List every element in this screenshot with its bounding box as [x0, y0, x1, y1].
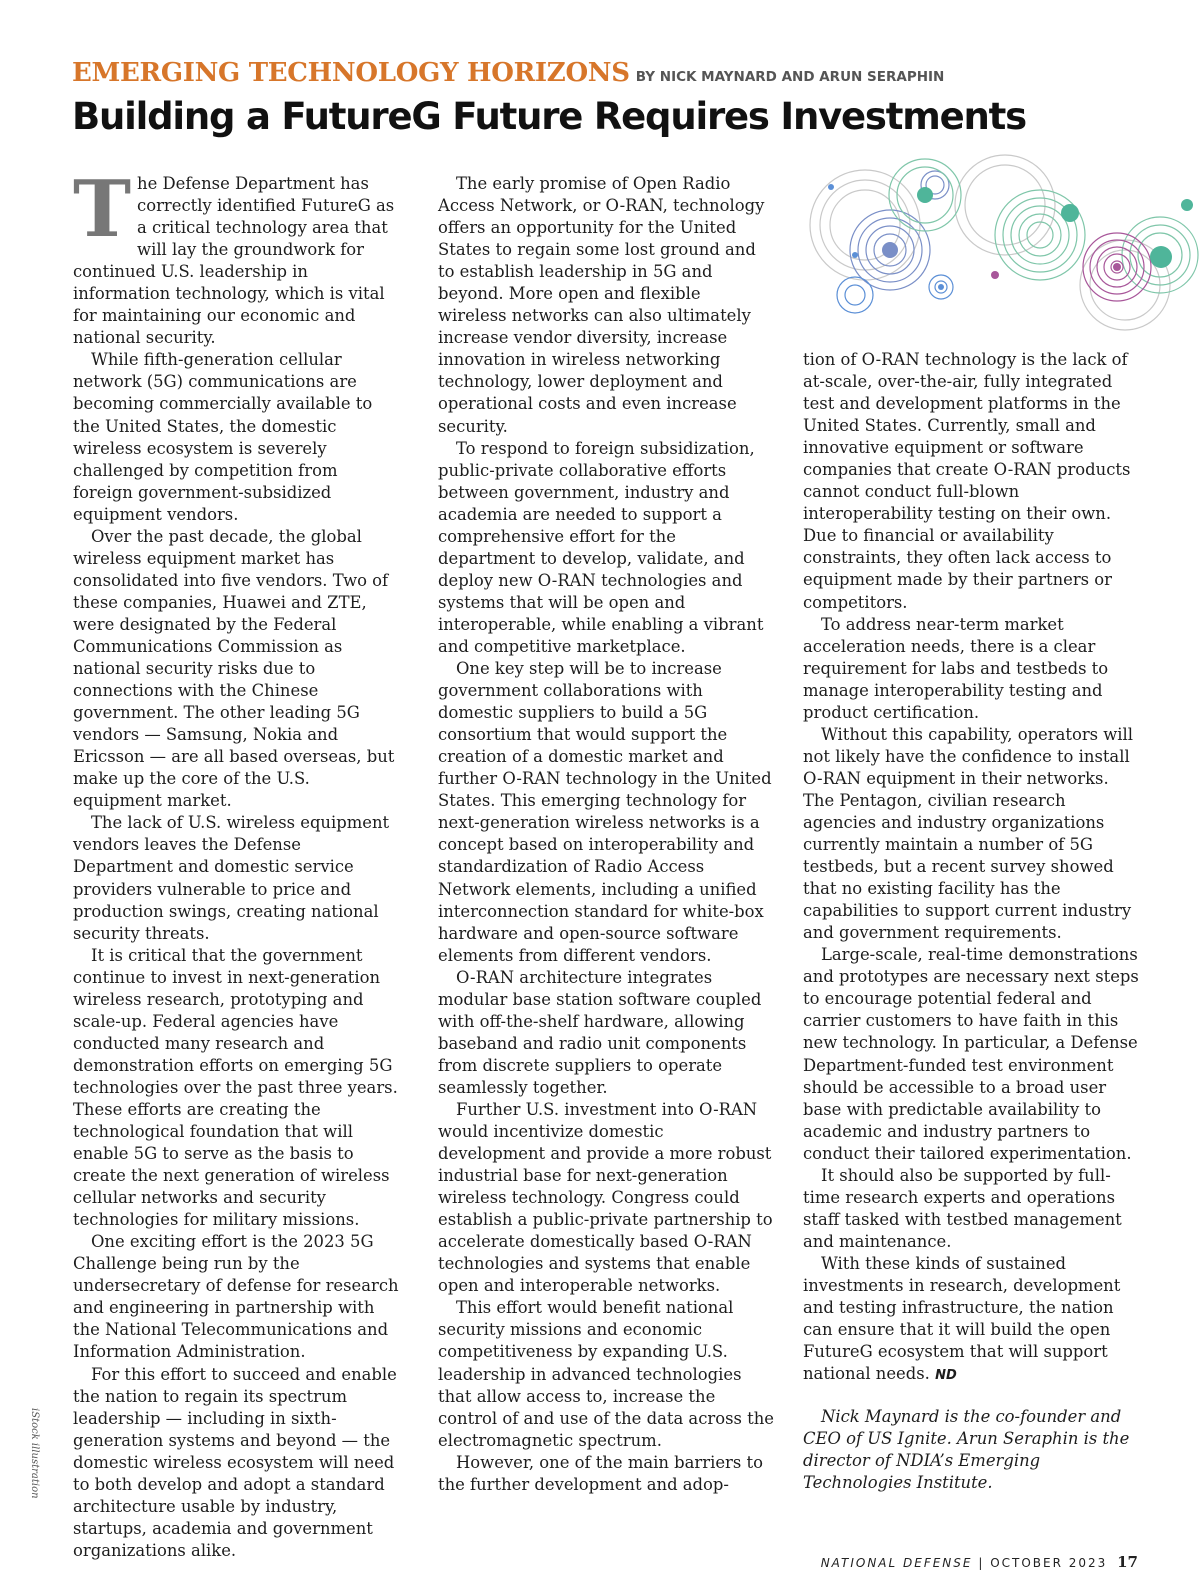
paragraph: tion of O-RAN technology is the lack of at-scale, over-the-air, fully integrated test and development platforms in the United States. Currently, small and innovative equipment or software companies that create O-RAN products cannot conduct full-blown interoperability testing on their own. Due to financial or availability constraints, they often lack access to equipment made by their partners or competitors. [803, 350, 1131, 612]
paragraph: One key step will be to increase government collaborations with domestic suppliers to build a 5G consortium that would support the creation of a domestic market and further O-RAN technology in the United States. This emerging technology for next-generation wireless networks is a concept based on interoperability and standardization of Radio Access Network elements, including a unified interconnection standard for white-box hardware and open-source software elements from different vendors. [438, 659, 772, 965]
headline: Building a FutureG Future Requires Investments [72, 95, 1026, 138]
article-column-1 [73, 164, 401, 1562]
article-column-2 [438, 173, 774, 1496]
network-circles-illustration [795, 145, 1200, 345]
bio-text: Nick Maynard is the co-founder and CEO of US Ignite. Arun Seraphin is the director of NDIA’s Emerging Technologies Institute. [803, 1407, 1130, 1493]
paragraph: Further U.S. investment into O-RAN would incentivize domestic development and provide a more robust industrial base for next-generation wireless technology. Congress could establish a public-private partnership to accelerate domestically based O-RAN technologies and systems that enable open and interoperable networks. [438, 1099, 773, 1296]
paragraph: Over the past decade, the global wireless equipment market has consolidated into five vendors. Two of these companies, Huawei and ZTE, were designated by the Federal Communications Commission as national security risks due to connections with the Chinese government. The other leading 5G vendors — Samsung, Nokia and Ericsson — are all based overseas, but make up the core of the U.S. equipment market. [73, 526, 395, 811]
paragraph: It should also be supported by full-time research experts and operations staff tasked with testbed management and maintenance. [803, 1165, 1122, 1251]
page-footer [821, 1553, 1138, 1571]
author-bio [803, 1406, 1141, 1494]
paragraph: For this effort to succeed and enable the nation to regain its spectrum leadership — including in sixth-generation systems and beyond — the domestic wireless ecosystem will need to both develop and adopt a standard architecture usable by industry, startups, academia and government organizations alike. [73, 1364, 397, 1560]
end-mark: ND [935, 1368, 957, 1384]
dropcap: T [73, 164, 132, 255]
issue-date: OCTOBER 2023 [990, 1556, 1108, 1570]
kicker-line [72, 58, 944, 88]
paragraph: However, one of the main barriers to the further development and adop- [438, 1452, 763, 1494]
paragraph: One exciting effort is the 2023 5G Challenge being run by the undersecretary of defense for research and engineering in partnership with the National Telecommunications and Information Administration. [73, 1232, 399, 1362]
paragraph: Large-scale, real-time demonstrations and prototypes are necessary next steps to encourage potential federal and carrier customers to have faith in this new technology. In particular, a Defense Department-funded test environment should be accessible to a broad user base with predictable availability to academic and industry partners to conduct their tailored experimentation. [803, 945, 1139, 1163]
paragraph: The early promise of Open Radio Access Network, or O-RAN, technology offers an opportunity for the United States to regain some lost ground and to establish leadership in 5G and beyond. More open and flexible wireless networks can also ultimately increase vendor diversity, increase innovation in wireless networking technology, lower deployment and operational costs and even increase security. [438, 174, 765, 436]
paragraph: The Defense Department has correctly identified FutureG as a critical technology area that will lay the groundwork for continued U.S. leadership in information technology, which is vital for maintaining our economic and national security. [73, 164, 395, 348]
illustration-credit: iStock illustration [29, 1408, 40, 1499]
paragraph: It is critical that the government continue to invest in next-generation wireless research, prototyping and scale-up. Federal agencies have conducted many research and demonstration efforts on emerging 5G technologies over the past three years. These efforts are creating the technological foundation that will enable 5G to serve as the basis to create the next generation of wireless cellular networks and security technologies for military missions. [73, 945, 398, 1230]
paragraph: To address near-term market acceleration needs, there is a clear requirement for labs and testbeds to manage interoperability testing and product certification. [803, 614, 1109, 722]
paragraph: This effort would benefit national security missions and economic competitiveness by expanding U.S. leadership in advanced technologies that allow access to, increase the control of and use of the data across the electromagnetic spectrum. [438, 1298, 774, 1450]
paragraph: Without this capability, operators will not likely have the confidence to install O-RAN equipment in their networks. The Pentagon, civilian research agencies and industry organizations currently maintain a number of 5G testbeds, but a recent survey showed that no existing facility has the capabilities to support current industry and government requirements. [803, 724, 1134, 943]
paragraph: To respond to foreign subsidization, public-private collaborative efforts between government, industry and academia are needed to support a comprehensive effort for the department to develop, validate, and deploy new O-RAN technologies and systems that will be open and interoperable, while enabling a vibrant and competitive marketplace. [438, 438, 764, 656]
footer-separator: | [978, 1556, 985, 1570]
paragraph: With these kinds of sustained investments in research, development and testing infrastructure, the nation can ensure that it will build the open FutureG ecosystem that will support national needs. ND [803, 1253, 1121, 1384]
page-number: 17 [1117, 1553, 1138, 1571]
paragraph: O-RAN architecture integrates modular base station software coupled with off-the-shelf hardware, allowing baseband and radio unit components from discrete suppliers to operate seamlessly together. [438, 967, 762, 1097]
paragraph: The lack of U.S. wireless equipment vendors leaves the Defense Department and domestic service providers vulnerable to price and production swings, creating national security threats. [73, 813, 390, 943]
byline: BY NICK MAYNARD AND ARUN SERAPHIN [635, 69, 945, 85]
paragraph: While fifth-generation cellular network (5G) communications are becoming commercially available to the United States, the domestic wireless ecosystem is severely challenged by competition from foreign government-subsidized equipment vendors. [73, 350, 373, 524]
article-column-3 [803, 349, 1141, 1387]
publication-name: NATIONAL DEFENSE [820, 1556, 973, 1570]
section-kicker: EMERGING TECHNOLOGY HORIZONS [72, 58, 630, 88]
